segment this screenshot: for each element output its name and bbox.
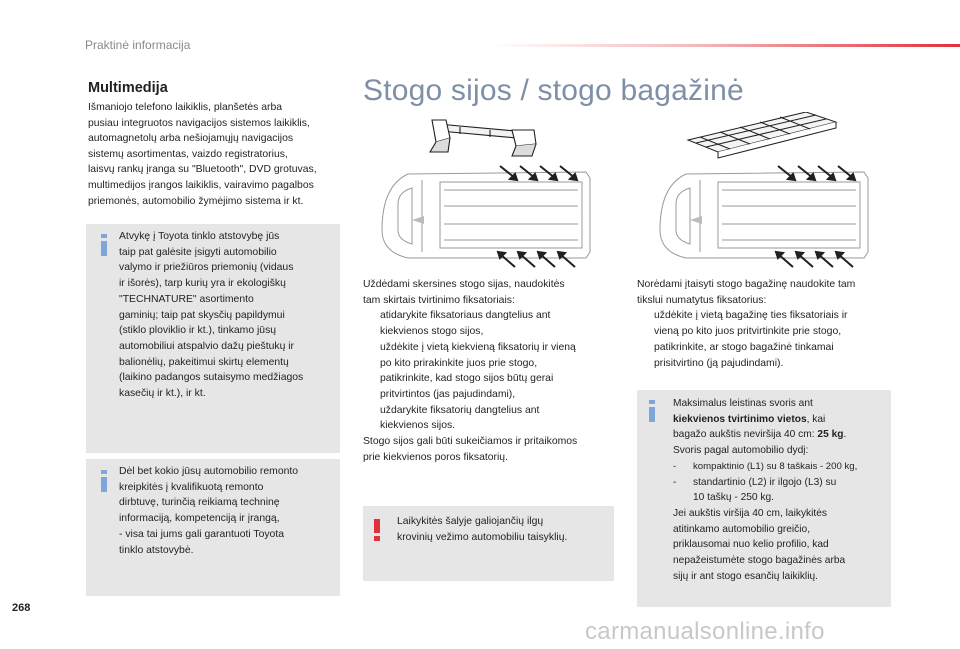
info-icon	[101, 234, 107, 256]
list-item: patikrinkite, ar stogo bagažinė tinkamai prisitvirtino (ją pajudindami).	[654, 341, 834, 369]
list-item: atidarykite fiksatoriaus dangtelius ant kiekvienos stogo sijos,	[380, 310, 551, 338]
info-box-accessories: Atvykę į Toyota tinklo atstovybę jūs taip pat galėsite įsigyti automobilio valymo ir priežiūros priemonių (vidaus ir išorės), tarp kurių yra ir ekologiškų "TECHNATURE" asortimento gaminių; taip pat skysčių papildymui (stiklo ploviklio ir kt.), tinkamo jūsų automobiliui atspalvio dažų pieštukų ir balionėlių, pakeitimui skirtų elementų (laikino padangos sutaisymo medžiagos kasečių ir kt.), ir kt.	[86, 224, 340, 453]
list-item: - kompaktinio (L1) su 8 taškais - 200 kg,	[673, 460, 858, 472]
van-top-view	[382, 172, 590, 258]
list-item: - standartinio (L2) ir ilgojo (L3) su	[673, 476, 837, 488]
warning-icon	[374, 519, 380, 541]
list-item: uždarykite fiksatorių dangtelius ant kiekvienos sijos.	[380, 404, 540, 432]
watermark: carmanualsonline.info	[585, 618, 825, 645]
multimedia-paragraph: Išmaniojo telefono laikiklis, planšetės arba pusiau integruotos navigacijos sistemos laikiklis, automagnetolų arba nešiojamųjų navigacijos sistemų asortimentas, vaizdo registratorius, laisvų rankų įranga su "Bluetooth", DVD grotuvas, multimedijos įrangos laikiklis, vairavimo pagalbos priemonės, automobilio žymėjimo sistema ir kt.	[88, 102, 317, 207]
roof-rack-steps	[637, 308, 899, 371]
info-icon	[101, 470, 107, 492]
roof-bars-instructions: Uždėdami skersines stogo sijas, naudokitės tam skirtais tvirtinimo fiksatoriais: atidarykite fiksatoriaus dangtelius ant kiekvienos stogo sijos, uždėkite į vietą kiekvieną fiksatorių ir vieną po kito prirakinkite juos prie stogo, patikrinkite, kad stogo sijos būtų gerai pritvirtintos (jas pajudindami), uždarykite fiksatorių dangtelius ant kiekvienos sijos. Stogo sijos gali būti sukeičiamos ir pritaikomos prie kiekvienos poros fiksatorių.	[363, 277, 625, 465]
multimedia-heading: Multimedija	[88, 80, 168, 96]
roof-bar-icon	[430, 120, 536, 156]
warning-box: Laikykitės šalyje galiojančių ilgų krovinių vežimo automobiliu taisyklių.	[363, 506, 614, 581]
info-box-repair: Dėl bet kokio jūsų automobilio remonto kreipkitės į kvalifikuotą remonto dirbtuvę, turinčią reikiamą techninę informaciją, kompetenciją ir įrangą, - visa tai jums gali garantuoti Toyota tinklo atstovybė.	[86, 459, 340, 596]
info-box-max-load: Maksimalus leistinas svoris ant kiekvienos tvirtinimo vietos, kai bagažo aukštis neviršija 40 cm: 25 kg. Svoris pagal automobilio dydį: - kompaktinio (L1) su 8 taškais - 200 kg, - standartinio (L2) ir ilgojo (L3) su 10 taškų - 250 kg. Jei aukštis viršija 40 cm, laikykitės atitinkamo automobilio greičio, priklausomai nuo kelio profilio, kad nepažeistumėte stogo bagažinės arba sijų ir ant stogo esančių laikiklių.	[637, 390, 891, 607]
list-item: patikrinkite, kad stogo sijos būtų gerai pritvirtintos (jas pajudindami),	[380, 373, 554, 400]
list-item: uždėkite į vietą kiekvieną fiksatorių ir vieną po kito prirakinkite juos prie stogo,	[380, 341, 576, 369]
list-item: uždėkite į vietą bagažinę ties fiksatoriais ir vieną po kito juos pritvirtinkite prie stogo,	[654, 310, 848, 338]
roof-rack-icon	[688, 112, 836, 158]
roof-bars-steps	[363, 308, 625, 434]
page-number: 268	[12, 602, 31, 614]
van-top-view	[660, 172, 868, 258]
roof-rack-illustration	[638, 112, 888, 272]
info-icon	[649, 400, 655, 422]
header-accent-bar	[490, 44, 960, 47]
section-header: Praktinė informacija	[85, 38, 191, 52]
roof-rack-instructions: Norėdami įtaisyti stogo bagažinę naudokite tam tikslui numatytus fiksatorius: uždėkite į vietą bagažinę ties fiksatoriais ir vieną po kito juos pritvirtinkite prie stogo, patikrinkite, ar stogo bagažinė tinkamai prisitvirtino (ją pajudindami).	[637, 277, 899, 371]
page-title: Stogo sijos / stogo bagažinė	[363, 74, 744, 107]
roof-bars-illustration	[360, 112, 610, 272]
